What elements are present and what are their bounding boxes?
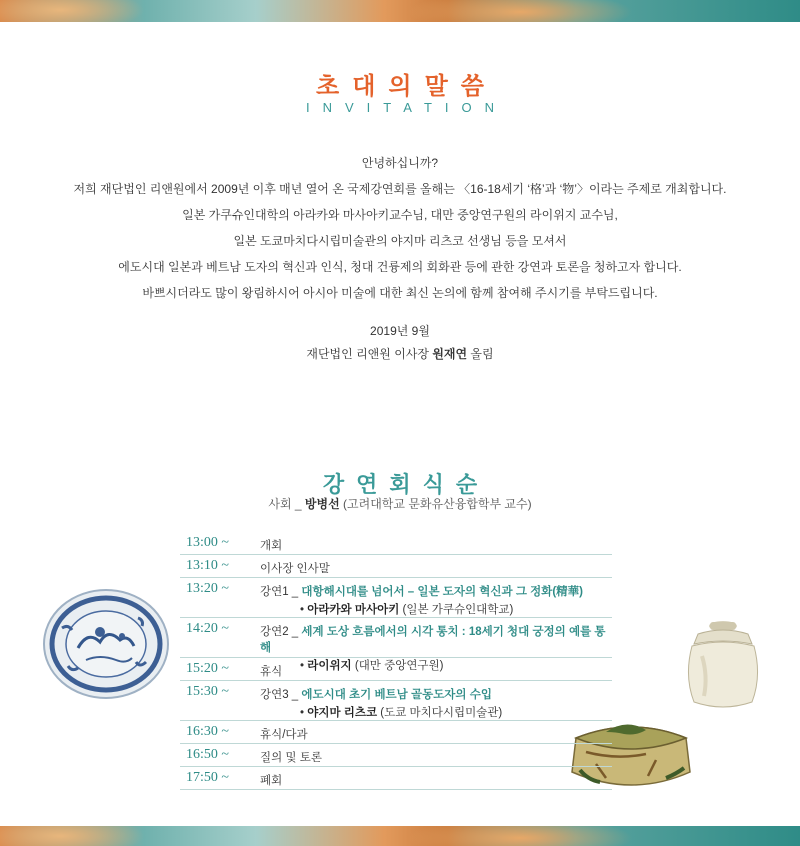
speaker-affiliation: (대만 중앙연구원) (351, 660, 444, 672)
lecture-speaker: • 야지마 리츠코 (도쿄 마치다시립미술관) (300, 707, 503, 719)
schedule-row (180, 681, 612, 721)
schedule-item: 휴식 (260, 666, 283, 678)
schedule-item: 휴식/다과 (260, 729, 308, 741)
decorative-bottom-band (0, 826, 800, 846)
page-subtitle: INVITATION (305, 100, 508, 115)
letter-line: 일본 가쿠슈인대학의 아라카와 마사아키교수님, 대만 중앙연구원의 라이위지 교수님, (182, 208, 618, 222)
schedule-row (180, 744, 612, 767)
schedule-item: 폐회 (260, 775, 283, 787)
signer-prefix: 재단법인 리앤원 이사장 (306, 347, 433, 361)
schedule-row (180, 658, 612, 681)
schedule-lecture (250, 681, 502, 720)
mc-name: 방병선 (304, 497, 340, 511)
schedule-row (180, 767, 612, 790)
schedule-time: 15:20 ~ (186, 661, 229, 676)
schedule-time: 16:30 ~ (186, 724, 229, 739)
speaker-name: 야지마 리츠코 (307, 707, 378, 719)
letter-line: 안녕하십니까? (361, 156, 439, 170)
mc-affiliation: (고려대학교 문화유산융합학부 교수) (339, 497, 532, 511)
signer-name: 원재연 (432, 347, 468, 361)
speaker-affiliation: (일본 가쿠슈인대학교) (399, 604, 514, 616)
lecture-speaker: • 라이위지 (대만 중앙연구원) (300, 660, 444, 672)
invitation-letter (0, 150, 800, 306)
schedule-mc (0, 495, 800, 512)
lecture-topic: 에도시대 초기 베트남 골동도자의 수입 (301, 689, 492, 701)
schedule-item: 이사장 인사말 (260, 563, 330, 575)
schedule-time: 16:50 ~ (186, 747, 229, 762)
lecture-prefix: 강연1 _ (260, 586, 302, 598)
schedule-time: 14:20 ~ (186, 621, 229, 636)
schedule-time: 17:50 ~ (186, 770, 229, 785)
schedule-row (180, 555, 612, 578)
schedule-time: 13:10 ~ (186, 558, 229, 573)
letter-line: 바쁘시더라도 많이 왕림하시어 아시아 미술에 대한 최신 논의에 함께 참여해 주시기를 부탁드립니다. (142, 286, 658, 300)
decorative-top-band (0, 0, 800, 22)
speaker-name: 라이위지 (307, 660, 352, 672)
speaker-affiliation: (도쿄 마치다시립미술관) (377, 707, 503, 719)
mc-prefix: 사회 _ (268, 497, 305, 511)
letter-line: 일본 도쿄마치다시립미술관의 야지마 리츠코 선생님 등을 모셔서 (233, 234, 567, 248)
lecture-speaker: • 아라카와 마사아키 (일본 가쿠슈인대학교) (300, 604, 514, 616)
schedule-row (180, 532, 612, 555)
schedule-time: 13:20 ~ (186, 581, 229, 596)
schedule-table (180, 532, 612, 790)
letter-date: 2019년 9월 (370, 324, 430, 338)
schedule-row (180, 721, 612, 744)
signer-suffix: 올림 (467, 347, 494, 361)
letter-signer (0, 344, 800, 364)
white-lidded-jar-image (680, 612, 766, 712)
schedule-item: 개회 (260, 540, 283, 552)
letter-line: 저희 재단법인 리앤원에서 2009년 이후 매년 열어 온 국제강연회를 올해는 〈16-18세기 ‘格’과 ‘物’〉이라는 주제로 개최합니다. (73, 182, 727, 196)
letter-line: 에도시대 일본과 베트남 도자의 혁신과 인식, 청대 건륭제의 회화관 등에 관한 강연과 토론을 청하고자 합니다. (118, 260, 682, 274)
lecture-prefix: 강연3 _ (260, 689, 302, 701)
schedule-time: 15:30 ~ (186, 684, 229, 699)
schedule-title: 강연회식순 (322, 472, 490, 497)
schedule-row (180, 578, 612, 618)
blue-white-plate-image (42, 588, 170, 700)
speaker-name: 아라카와 마사아키 (307, 604, 400, 616)
page-title: 초대의말씀 (316, 73, 497, 100)
lecture-prefix: 강연2 _ (260, 626, 302, 638)
lecture-topic: 대항해시대를 넘어서 – 일본 도자의 혁신과 그 정화(精華) (301, 586, 584, 598)
schedule-time: 13:00 ~ (186, 535, 229, 550)
schedule-lecture (250, 578, 583, 617)
schedule-item: 질의 및 토론 (260, 752, 322, 764)
lecture-topic: 세계 도상 흐름에서의 시각 통치 : 18세기 청대 궁정의 예를 통해 (260, 626, 606, 654)
